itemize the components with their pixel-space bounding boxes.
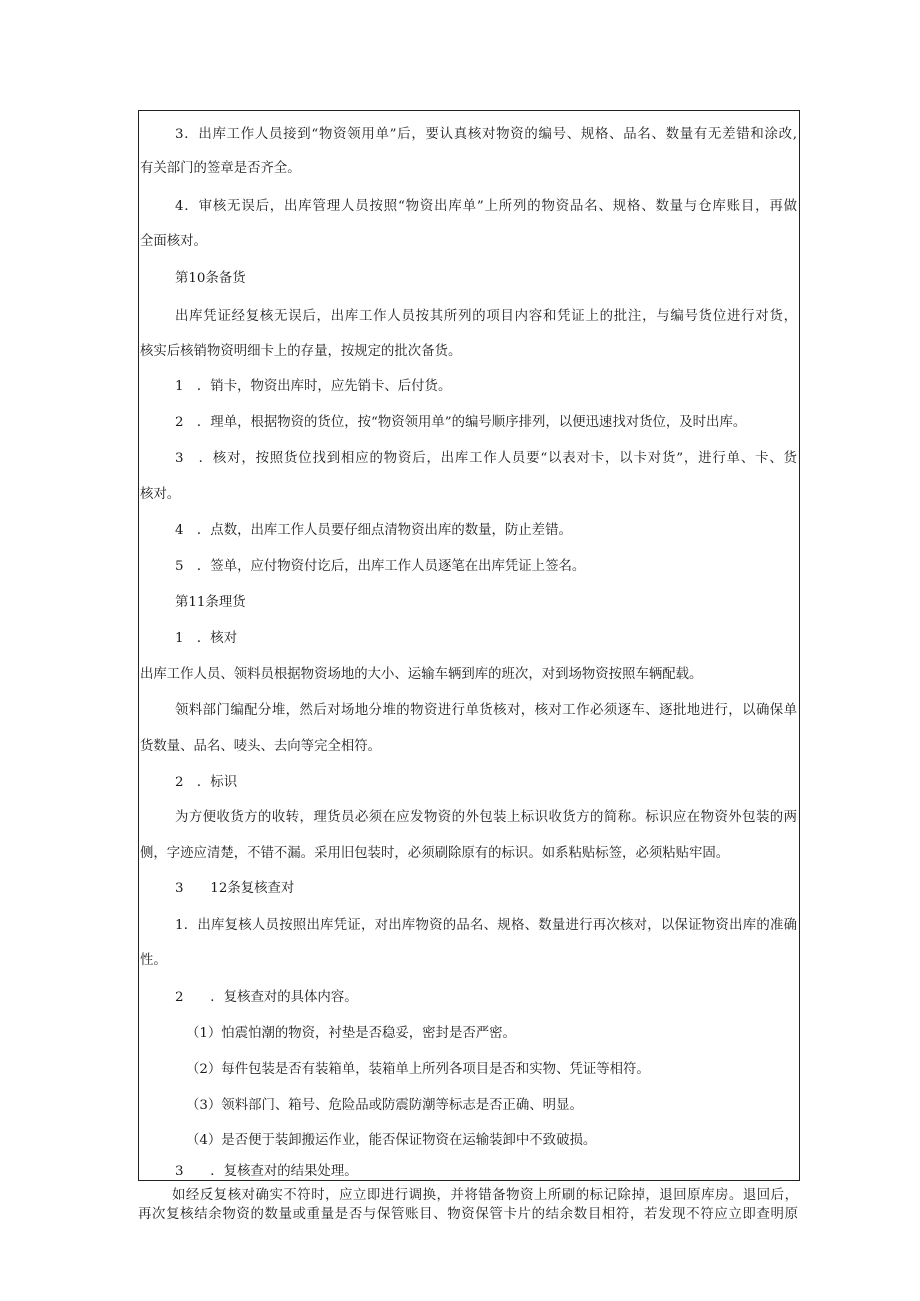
text-line-18: 货数量、品名、唛头、去向等完全相符。 xyxy=(140,739,382,754)
text-line-9: 2 ．理单，根据物资的货位，按“物资领用单”的编号顺序排列，以便迅速找对货位，及时出库。 xyxy=(175,415,747,430)
text-line-28: （3）领料部门、箱号、危险品或防震防潮等标志是否正确、明显。 xyxy=(186,1098,583,1113)
text-line-8: 1 ．销卡，物资出库时，应先销卡、后付货。 xyxy=(175,379,452,394)
text-line-7: 核实后核销物资明细卡上的存量，按规定的批次备货。 xyxy=(140,344,462,359)
text-line-30: 3 ．复核查对的结果处理。 xyxy=(175,1164,358,1179)
tail-line-1: 如经反复核对确实不符时，应立即进行调换，并将错备物资上所刷的标记除掉，退回原库房。退回后， xyxy=(172,1188,798,1203)
text-line-12: 4 ．点数，出库工作人员要仔细点清物资出库的数量，防止差错。 xyxy=(175,523,572,538)
text-line-20: 为方便收货方的收转，理货员必须在应发物资的外包装上标识收货方的简称。标识应在物资外包装的两 xyxy=(175,810,797,825)
text-line-24: 性。 xyxy=(140,953,167,968)
text-line-11: 核对。 xyxy=(140,487,181,502)
text-line-1: 3．出库工作人员接到“物资领用单”后，要认真核对物资的编号、规格、品名、数量有无差错和涂改, xyxy=(175,127,797,142)
text-line-10: 3 ．核对，按照货位找到相应的物资后，出库工作人员要“以表对卡，以卡对货”，进行单、卡、货 xyxy=(175,451,797,466)
text-line-3: 4．审核无误后，出库管理人员按照“物资出库单”上所列的物资品名、规格、数量与仓库账目，再做 xyxy=(175,199,797,214)
text-line-6: 出库凭证经复核无误后，出库工作人员按其所列的项目内容和凭证上的批注，与编号货位进行对货， xyxy=(175,309,797,324)
text-line-2: 有关部门的签章是否齐全。 xyxy=(140,161,301,176)
section-heading-10: 第10条备货 xyxy=(175,271,246,286)
text-line-17: 领料部门编配分堆，然后对场地分堆的物资进行单货核对，核对工作必须逐车、逐批地进行，以确保单 xyxy=(175,703,797,718)
text-line-4: 全面核对。 xyxy=(140,234,207,249)
text-line-13: 5 ．签单，应付物资付讫后，出库工作人员逐笔在出库凭证上签名。 xyxy=(175,559,586,574)
text-line-29: （4）是否便于装卸搬运作业，能否保证物资在运输装卸中不致破损。 xyxy=(186,1133,597,1148)
text-line-27: （2）每件包装是否有装箱单，装箱单上所列各项目是否和实物、凭证等相符。 xyxy=(186,1062,650,1077)
text-line-25: 2 ．复核查对的具体内容。 xyxy=(175,990,358,1005)
section-heading-12: 3 12条复核查对 xyxy=(175,881,295,896)
text-line-21: 侧，字迹应清楚，不错不漏。采用旧包装时，必须刷除原有的标识。如系粘贴标签，必须粘贴牢固。 xyxy=(140,846,730,861)
text-line-23: 1．出库复核人员按照出库凭证，对出库物资的品名、规格、数量进行再次核对，以保证物资出库的准确 xyxy=(175,918,797,933)
text-line-26: （1）怕震怕潮的物资，衬垫是否稳妥，密封是否严密。 xyxy=(186,1026,516,1041)
text-line-15: 1 ．核对 xyxy=(175,631,238,646)
text-line-19: 2 ．标识 xyxy=(175,775,238,790)
text-line-16: 出库工作人员、领料员根据物资场地的大小、运输车辆到库的班次，对到场物资按照车辆配载。 xyxy=(140,667,703,682)
tail-line-2: 再次复核结余物资的数量或重量是否与保管账目、物资保管卡片的结余数目相符，若发现不符应立即查明原 xyxy=(138,1207,798,1222)
section-heading-11: 第11条理货 xyxy=(175,595,246,610)
